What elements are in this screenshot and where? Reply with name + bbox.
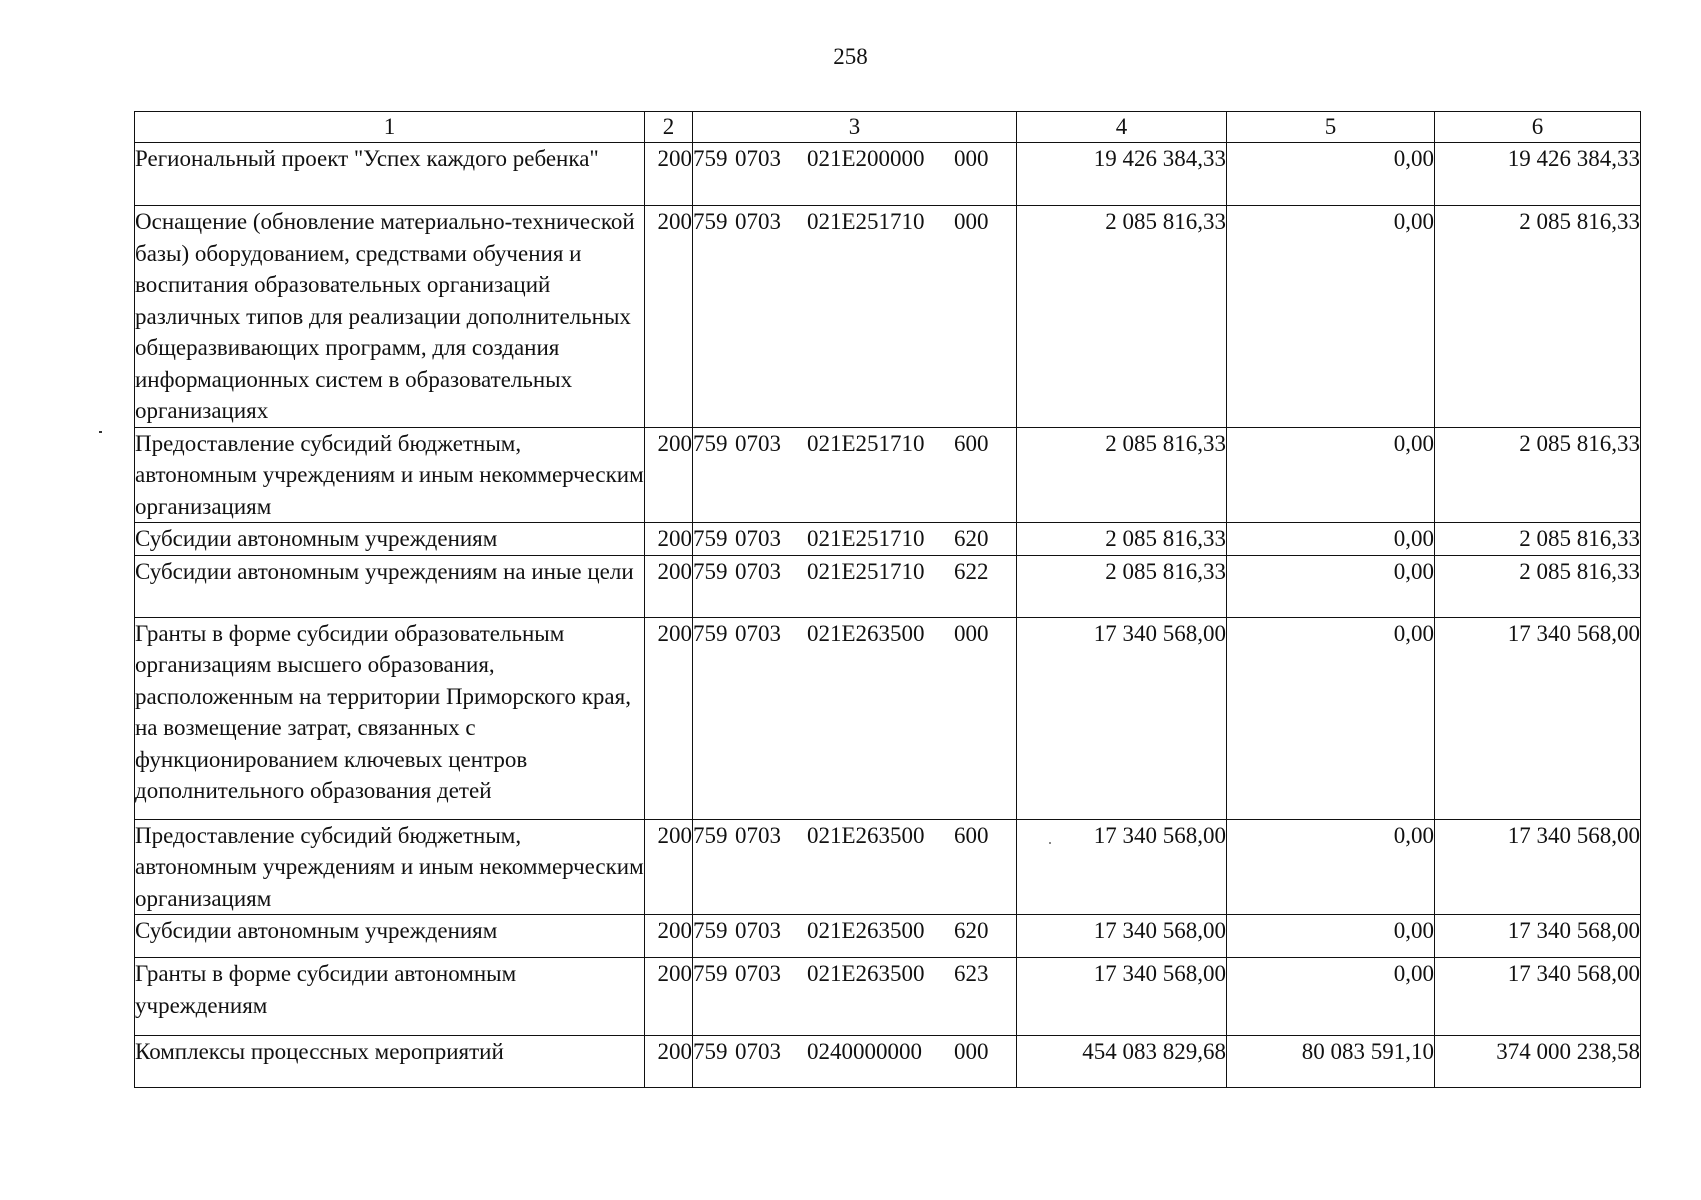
column-header: 6 (1435, 112, 1641, 143)
row-description: Субсидии автономным учреждениям (135, 523, 645, 556)
column-header: 3 (693, 112, 1017, 143)
code-target-item: 021E251710 (807, 430, 925, 456)
row-description: Субсидии автономным учреждениям (135, 915, 645, 958)
scan-speck (99, 431, 102, 433)
code-expense-type: 600 (954, 430, 989, 456)
code-section: 0703 (735, 209, 781, 234)
row-amount-col6: 17 340 568,00 (1435, 819, 1641, 915)
row-amount-col6: 17 340 568,00 (1435, 915, 1641, 958)
row-amount-col5: 0,00 (1227, 958, 1435, 1036)
code-expense-type: 000 (954, 209, 989, 234)
code-target-item: 021E263500 (807, 620, 925, 646)
code-section: 0703 (735, 558, 781, 584)
table-row (135, 555, 1641, 617)
code-expense-type: 600 (954, 822, 989, 848)
row-amount-col4: 17 340 568,00 (1017, 915, 1227, 958)
code-section: 0703 (735, 961, 781, 986)
code-target-item: 021E251710 (807, 526, 925, 551)
row-classification-codes (693, 958, 1017, 1036)
code-section: 0703 (735, 526, 781, 551)
row-amount-col5: 0,00 (1227, 143, 1435, 206)
row-description: Региональный проект "Успех каждого ребенка" (135, 143, 645, 206)
code-section: 0703 (735, 146, 781, 171)
row-classification-codes (693, 819, 1017, 915)
row-code-main: 200 (645, 555, 693, 617)
row-code-main: 200 (645, 523, 693, 556)
row-amount-col4: 2 085 816,33 (1017, 427, 1227, 523)
row-amount-col5: 0,00 (1227, 819, 1435, 915)
code-target-item: 021E263500 (807, 918, 925, 943)
column-header: 1 (135, 112, 645, 143)
row-amount-col6: 17 340 568,00 (1435, 617, 1641, 819)
code-expense-type: 000 (954, 620, 989, 646)
row-code-main: 200 (645, 819, 693, 915)
code-expense-type: 622 (954, 558, 989, 584)
code-expense-type: 620 (954, 918, 989, 943)
code-section: 0703 (735, 620, 781, 646)
row-description: Предоставление субсидий бюджетным, автономным учреждениям и иным некоммерческим организациям (135, 427, 645, 523)
row-classification-codes (693, 143, 1017, 206)
row-amount-col5: 0,00 (1227, 206, 1435, 428)
table-row (135, 1036, 1641, 1088)
column-header: 5 (1227, 112, 1435, 143)
row-amount-col4: 454 083 829,68 (1017, 1036, 1227, 1088)
row-description: Субсидии автономным учреждениям на иные цели (135, 555, 645, 617)
row-code-main: 200 (645, 206, 693, 428)
row-code-main: 200 (645, 958, 693, 1036)
code-target-item: 021E263500 (807, 961, 925, 986)
row-description: Комплексы процессных мероприятий (135, 1036, 645, 1088)
code-ministry: 759 (693, 209, 728, 234)
code-target-item: 021E200000 (807, 146, 925, 171)
row-amount-col5: 80 083 591,10 (1227, 1036, 1435, 1088)
code-target-item: 021E251710 (807, 209, 925, 234)
row-amount-col5: 0,00 (1227, 523, 1435, 556)
code-ministry: 759 (693, 822, 728, 848)
row-code-main: 200 (645, 915, 693, 958)
code-ministry: 759 (693, 146, 728, 171)
row-amount-col4: 2 085 816,33 (1017, 523, 1227, 556)
row-description: Оснащение (обновление материально-технической базы) оборудованием, средствами обучения и воспитания образовательных организаций различных типов для реализации дополнительных общеразвивающих программ, для создания информационных систем в образовательных организациях (135, 206, 645, 428)
row-description: Предоставление субсидий бюджетным, автономным учреждениям и иным некоммерческим организациям (135, 819, 645, 915)
row-amount-col4: 17 340 568,00 (1017, 819, 1227, 915)
row-amount-col6: 2 085 816,33 (1435, 206, 1641, 428)
code-ministry: 759 (693, 430, 728, 456)
column-header: 4 (1017, 112, 1227, 143)
row-description: Гранты в форме субсидии образовательным организациям высшего образования, расположенным на территории Приморского края, на возмещение затрат, связанных с функционированием ключевых центров дополнительного образования детей (135, 617, 645, 819)
row-classification-codes (693, 206, 1017, 428)
table-row (135, 915, 1641, 958)
code-ministry: 759 (693, 1039, 728, 1064)
code-expense-type: 000 (954, 146, 989, 171)
row-description: Гранты в форме субсидии автономным учреждениям (135, 958, 645, 1036)
code-expense-type: 620 (954, 526, 989, 551)
row-classification-codes (693, 555, 1017, 617)
code-expense-type: 623 (954, 961, 989, 986)
code-section: 0703 (735, 822, 781, 848)
row-code-main: 200 (645, 427, 693, 523)
row-amount-col4: 19 426 384,33 (1017, 143, 1227, 206)
row-classification-codes (693, 617, 1017, 819)
row-amount-col6: 17 340 568,00 (1435, 958, 1641, 1036)
code-ministry: 759 (693, 620, 728, 646)
page-number: 258 (833, 44, 868, 69)
row-amount-col4: 17 340 568,00 (1017, 958, 1227, 1036)
code-ministry: 759 (693, 918, 728, 943)
table-row (135, 206, 1641, 428)
table-row (135, 958, 1641, 1036)
row-amount-col6: 2 085 816,33 (1435, 555, 1641, 617)
row-amount-col4: 17 340 568,00 (1017, 617, 1227, 819)
code-target-item: 021E251710 (807, 558, 925, 584)
code-section: 0703 (735, 918, 781, 943)
row-amount-col5: 0,00 (1227, 915, 1435, 958)
row-amount-col5: 0,00 (1227, 555, 1435, 617)
row-amount-col4: 2 085 816,33 (1017, 206, 1227, 428)
row-classification-codes (693, 427, 1017, 523)
table-row (135, 143, 1641, 206)
code-ministry: 759 (693, 558, 728, 584)
code-target-item: 0240000000 (807, 1039, 922, 1064)
row-code-main: 200 (645, 143, 693, 206)
row-classification-codes (693, 915, 1017, 958)
row-amount-col4: 2 085 816,33 (1017, 555, 1227, 617)
column-header: 2 (645, 112, 693, 143)
code-expense-type: 000 (954, 1039, 989, 1064)
table-header-row (135, 112, 1641, 143)
table-row (135, 617, 1641, 819)
row-classification-codes (693, 523, 1017, 556)
row-amount-col6: 2 085 816,33 (1435, 427, 1641, 523)
row-amount-col6: 19 426 384,33 (1435, 143, 1641, 206)
code-ministry: 759 (693, 526, 728, 551)
table-row (135, 523, 1641, 556)
code-section: 0703 (735, 430, 781, 456)
code-ministry: 759 (693, 961, 728, 986)
table-row (135, 819, 1641, 915)
row-classification-codes (693, 1036, 1017, 1088)
budget-table (134, 111, 1641, 1088)
row-code-main: 200 (645, 1036, 693, 1088)
row-amount-col5: 0,00 (1227, 617, 1435, 819)
code-section: 0703 (735, 1039, 781, 1064)
table-row (135, 427, 1641, 523)
row-code-main: 200 (645, 617, 693, 819)
row-amount-col5: 0,00 (1227, 427, 1435, 523)
code-target-item: 021E263500 (807, 822, 925, 848)
row-amount-col6: 2 085 816,33 (1435, 523, 1641, 556)
row-amount-col6: 374 000 238,58 (1435, 1036, 1641, 1088)
